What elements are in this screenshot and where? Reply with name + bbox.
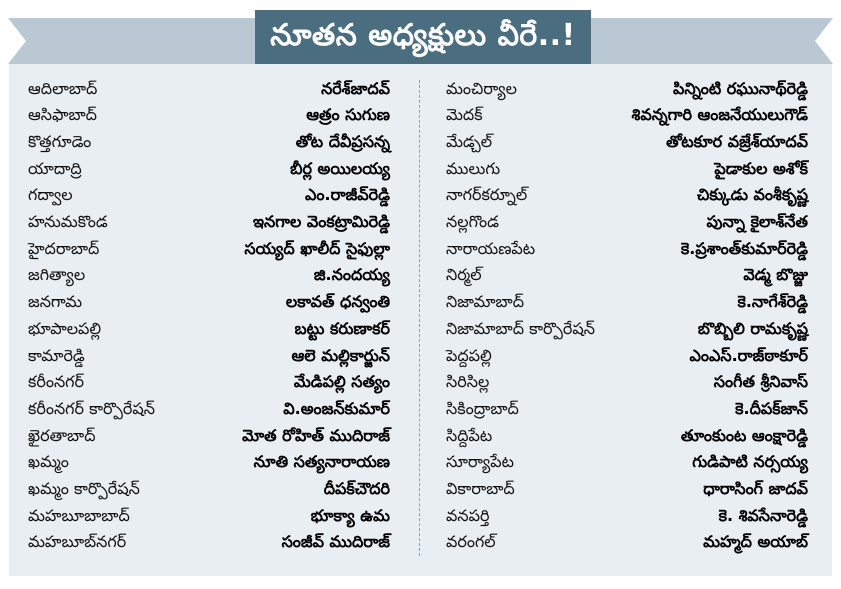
district-name: మంచిర్యాల bbox=[446, 78, 517, 98]
list-item bbox=[446, 478, 808, 504]
right-column bbox=[446, 77, 808, 557]
list-item bbox=[28, 130, 390, 156]
list-item bbox=[446, 184, 808, 210]
district-name: యాదాద్రి bbox=[28, 158, 82, 178]
list-item bbox=[28, 424, 390, 450]
president-name: మేడిపల్లి సత్యం bbox=[293, 372, 390, 392]
president-name: లకావత్ ధన్వంతి bbox=[285, 292, 390, 312]
district-name: వనపర్తి bbox=[446, 505, 490, 525]
district-name: నారాయణపేట bbox=[446, 238, 536, 258]
president-name: పున్నా కైలాశ్‌నేత bbox=[706, 212, 808, 232]
list-item bbox=[28, 291, 390, 317]
president-name: సంగీత శ్రీనివాస్ bbox=[713, 372, 808, 392]
president-name: ధారాసింగ్ జాదవ్ bbox=[703, 479, 808, 499]
list-item bbox=[28, 344, 390, 370]
president-name: కె.నాగేశ్‌రెడ్డి bbox=[737, 292, 808, 312]
president-name: వెడ్మ బొజ్జు bbox=[743, 265, 808, 285]
banner-notch-right bbox=[815, 18, 833, 64]
list-item bbox=[28, 77, 390, 103]
list-item bbox=[28, 237, 390, 263]
district-name: మహబూబాబాద్ bbox=[28, 505, 130, 525]
list-item bbox=[28, 504, 390, 530]
district-name: సూర్యాపేట bbox=[446, 452, 514, 472]
list-item bbox=[446, 264, 808, 290]
list-item bbox=[446, 531, 808, 557]
list-item bbox=[446, 237, 808, 263]
district-name: సిరిసిల్ల bbox=[446, 372, 490, 392]
title-box bbox=[255, 10, 591, 68]
list-item bbox=[28, 211, 390, 237]
district-name: హైదరాబాద్ bbox=[28, 238, 100, 258]
president-name: సయ్యద్ ఖాలీద్ సైఫుల్లా bbox=[244, 238, 390, 258]
district-name: ములుగు bbox=[446, 158, 501, 178]
list-item bbox=[28, 478, 390, 504]
president-name: పిన్నింటి రఘునాథ్‌రెడ్డి bbox=[672, 78, 808, 98]
district-name: కరీంనగర్ కార్పొరేషన్ bbox=[28, 398, 155, 418]
list-item bbox=[446, 344, 808, 370]
list-item bbox=[28, 371, 390, 397]
president-name: చిక్కుడు వంశీకృష్ణ bbox=[696, 185, 808, 205]
district-name: ఆసిఫాబాద్ bbox=[28, 105, 97, 125]
list-item bbox=[28, 184, 390, 210]
president-name: గుడిపాటి నర్సయ్య bbox=[692, 452, 808, 472]
district-name: గద్వాల bbox=[28, 185, 73, 205]
list-item bbox=[28, 531, 390, 557]
president-name: నరేశ్‌జాదవ్ bbox=[321, 78, 390, 98]
president-name: కె. శివసేనారెడ్డి bbox=[718, 505, 808, 525]
president-name: తోటకూర వజ్రేశ్‌యాదవ్ bbox=[666, 131, 808, 151]
president-name: బట్టు కరుణాకర్ bbox=[294, 318, 390, 338]
president-name: శివన్నగారి ఆంజనేయులుగౌడ్ bbox=[631, 105, 808, 125]
list-item bbox=[446, 130, 808, 156]
president-name: ఆలె మల్లికార్జున్ bbox=[291, 345, 390, 365]
list-item bbox=[446, 397, 808, 423]
president-name: ఎం.రాజీవ్‌రెడ్డి bbox=[305, 185, 390, 205]
president-name: మహ్మద్ అయాబ్ bbox=[703, 532, 808, 552]
president-name: బొబ్బిలి రామకృష్ణ bbox=[697, 318, 808, 338]
list-item bbox=[446, 317, 808, 343]
district-name: ఖైరతాబాద్ bbox=[28, 425, 96, 445]
left-column bbox=[28, 77, 390, 557]
district-name: జనగామ bbox=[28, 292, 83, 312]
president-name: వి.అంజన్‌కుమార్ bbox=[283, 398, 390, 418]
president-name: మోత రోహిత్ ముదిరాజ్ bbox=[242, 425, 390, 445]
list-item bbox=[446, 104, 808, 130]
district-name: మెదక్ bbox=[446, 105, 483, 125]
page-title: నూతన అధ్యక్షులు వీరే..! bbox=[270, 18, 576, 53]
column-divider bbox=[419, 80, 420, 556]
list-item bbox=[28, 451, 390, 477]
district-name: జగిత్యాల bbox=[28, 265, 86, 285]
president-name: ఎంఎస్.రాజ్‌ఠాకూర్ bbox=[689, 345, 808, 365]
president-name: తూంకుంట ఆంక్షారెడ్డి bbox=[680, 425, 808, 445]
president-name: పైడాకుల అశోక్ bbox=[714, 158, 808, 178]
president-name: దీపక్‌చౌదరి bbox=[323, 479, 390, 499]
district-name: మేడ్చల్ bbox=[446, 131, 493, 151]
district-name: కొత్తగూడెం bbox=[28, 131, 92, 151]
district-name: మహబూబ్‌నగర్ bbox=[28, 532, 127, 552]
president-name: తోట దేవీప్రసన్న bbox=[295, 131, 390, 151]
list-item bbox=[446, 424, 808, 450]
president-name: భూక్యా ఉమ bbox=[310, 505, 390, 525]
list-item bbox=[28, 104, 390, 130]
district-name: నాగర్‌కర్నూల్ bbox=[446, 185, 528, 205]
list-item bbox=[28, 317, 390, 343]
district-name: భూపాలపల్లి bbox=[28, 318, 102, 338]
district-name: కరీంనగర్ bbox=[28, 372, 85, 392]
district-name: వరంగల్ bbox=[446, 532, 496, 552]
district-name: సికింద్రాబాద్ bbox=[446, 398, 519, 418]
district-name: వికారాబాద్ bbox=[446, 479, 515, 499]
list-item bbox=[28, 157, 390, 183]
list-item bbox=[446, 77, 808, 103]
president-name: ఆత్రం సుగుణ bbox=[306, 105, 390, 125]
president-name: బీర్ల అయిలయ్య bbox=[290, 158, 390, 178]
district-name: నిజామాబాద్ bbox=[446, 292, 524, 312]
district-name: ఖమ్మం కార్పొరేషన్ bbox=[28, 479, 140, 499]
district-name: నిజామాబాద్ కార్పొరేషన్ bbox=[446, 318, 595, 338]
list-item bbox=[446, 211, 808, 237]
president-name: ఇనగాల వెంకట్రామిరెడ్డి bbox=[253, 212, 390, 232]
district-name: కామారెడ్డి bbox=[28, 345, 85, 365]
banner-notch-left bbox=[8, 18, 26, 64]
president-name: కె.ప్రశాంత్‌కుమార్‌రెడ్డి bbox=[680, 238, 808, 258]
list-item bbox=[28, 397, 390, 423]
district-name: సిద్దిపేట bbox=[446, 425, 493, 445]
list-item bbox=[446, 371, 808, 397]
list-item bbox=[28, 264, 390, 290]
district-name: నిర్మల్ bbox=[446, 265, 482, 285]
president-name: జి.నందయ్య bbox=[313, 265, 390, 285]
list-item bbox=[446, 451, 808, 477]
district-name: పెద్దపల్లి bbox=[446, 345, 492, 365]
list-item bbox=[446, 504, 808, 530]
district-name: ఖమ్మం bbox=[28, 452, 69, 472]
list-item bbox=[446, 291, 808, 317]
district-name: హనుమకొండ bbox=[28, 212, 108, 232]
district-name: నల్లగొండ bbox=[446, 212, 499, 232]
district-name: ఆదిలాబాద్ bbox=[28, 78, 98, 98]
president-name: నూతి సత్యనారాయణ bbox=[253, 452, 390, 472]
president-name: సంజీవ్ ముదిరాజ్ bbox=[281, 532, 390, 552]
president-name: కె.దీపక్‌జాన్ bbox=[735, 398, 808, 418]
list-item bbox=[446, 157, 808, 183]
